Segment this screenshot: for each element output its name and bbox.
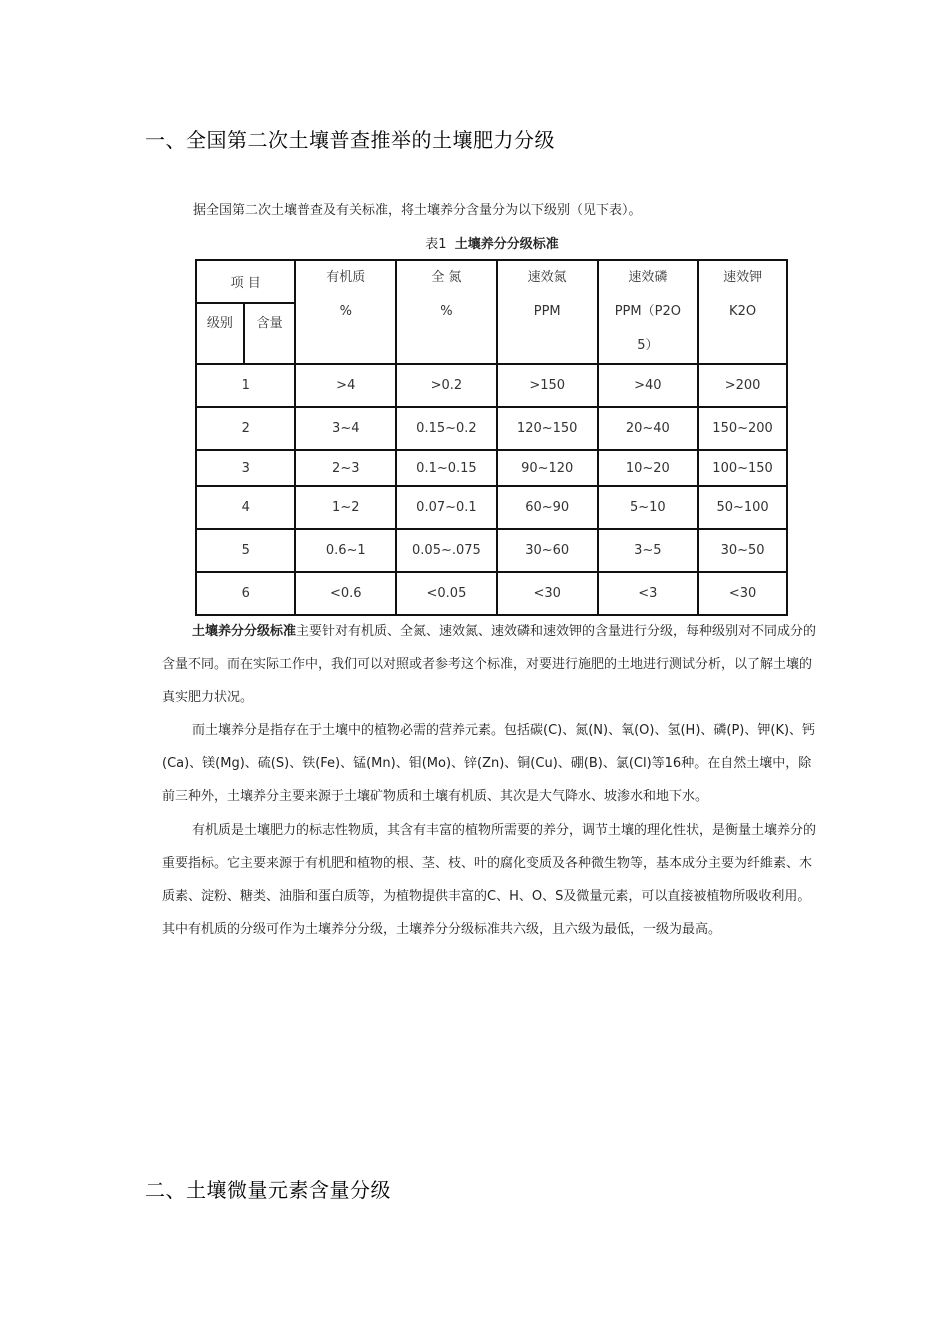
row-level: 6 [196, 572, 295, 615]
table-cell: 50~100 [698, 486, 787, 529]
table-cell: 0.05~.075 [396, 529, 497, 572]
table-cell: <30 [497, 572, 598, 615]
section2-title: 二、土壤微量元素含量分级 [145, 1178, 391, 1202]
col-header-unit-2: 5） [637, 338, 659, 353]
table-row [196, 572, 787, 615]
table-cell: 2~3 [295, 450, 396, 486]
col-header-avail-n [497, 260, 598, 364]
table-row [196, 450, 787, 486]
table-cell: 60~90 [497, 486, 598, 529]
corner-header-item: 项 目 [196, 260, 295, 303]
row-level: 5 [196, 529, 295, 572]
table-cell: 3~4 [295, 407, 396, 450]
col-header-unit: PPM（P2O [614, 304, 681, 319]
row-level: 4 [196, 486, 295, 529]
col-header-unit: % [339, 304, 352, 319]
table-cell: 0.07~0.1 [396, 486, 497, 529]
paragraph-1-lead: 土壤养分分级标准 [192, 624, 297, 639]
col-header-total-n [396, 260, 497, 364]
table-cell: <0.6 [295, 572, 396, 615]
col-header-unit: PPM [533, 304, 561, 319]
caption-prefix: 表1 [425, 237, 447, 252]
table-cell: 100~150 [698, 450, 787, 486]
col-header-avail-k [698, 260, 787, 364]
table-cell: >200 [698, 364, 787, 407]
intro-text: 据全国第二次土壤普查及有关标准，将土壤养分含量分为以下级别（见下表）。 [193, 203, 642, 218]
table-cell: <30 [698, 572, 787, 615]
table-cell: 30~50 [698, 529, 787, 572]
table-cell: 0.6~1 [295, 529, 396, 572]
table-cell: >0.2 [396, 364, 497, 407]
table-cell: <0.05 [396, 572, 497, 615]
col-header-unit: % [440, 304, 453, 319]
table-row [196, 486, 787, 529]
col-header-name: 全 氮 [431, 270, 462, 285]
table-cell: 90~120 [497, 450, 598, 486]
paragraph-2: 而土壤养分是指存在于土壤中的植物必需的营养元素。包括碳(C)、氮(N)、氧(O)、氢(H)、磷(P)、钾(K)、钙(Ca)、镁(Mg)、硫(S)、铁(Fe)、锰(Mn)、钼(Mo)、锌(Zn)、铜(Cu)、硼(B)、氯(Cl)等16种。在自然土壤中，除前三种外，土壤养分主要来源于土壤矿物质和土壤有机质、其次是大气降水、坡渗水和地下水。 [162, 723, 816, 804]
col-header-avail-p [598, 260, 699, 364]
table-cell: >4 [295, 364, 396, 407]
row-level: 3 [196, 450, 295, 486]
table-row [196, 529, 787, 572]
table-cell: 20~40 [598, 407, 699, 450]
col-header-organic [295, 260, 396, 364]
table-cell: 10~20 [598, 450, 699, 486]
caption-title: 土壤养分分级标准 [454, 237, 559, 252]
col-header-name: 速效磷 [628, 270, 668, 285]
col-header-unit: K2O [729, 304, 757, 319]
table-row [196, 407, 787, 450]
col-header-name: 速效氮 [527, 270, 567, 285]
table-cell: 3~5 [598, 529, 699, 572]
table-cell: 120~150 [497, 407, 598, 450]
section1-title: 一、全国第二次土壤普查推举的土壤肥力分级 [145, 128, 555, 152]
corner-header-content: 含量 [244, 303, 296, 364]
corner-header-level: 级别 [196, 303, 244, 364]
table-cell: >40 [598, 364, 699, 407]
table-cell: 0.1~0.15 [396, 450, 497, 486]
col-header-name: 速效钾 [723, 270, 763, 285]
row-level: 2 [196, 407, 295, 450]
paragraph-3: 有机质是土壤肥力的标志性物质，其含有丰富的植物所需要的养分，调节土壤的理化性状，是衡量土壤养分的重要指标。它主要来源于有机肥和植物的根、茎、枝、叶的腐化变质及各种微生物等，基本成分主要为纤維素、木质素、淀粉、糖类、油脂和蛋白质等，为植物提供丰富的C、H、O、S及微量元素，可以直接被植物所吸收利用。其中有机质的分级可作为土壤养分分级，土壤养分分级标准共六级，且六级为最低，一级为最高。 [162, 823, 817, 937]
table-row [196, 364, 787, 407]
paragraph-1 [162, 615, 822, 714]
table-cell: 30~60 [497, 529, 598, 572]
table-cell: 0.15~0.2 [396, 407, 497, 450]
row-level: 1 [196, 364, 295, 407]
table-cell: <3 [598, 572, 699, 615]
table-cell: >150 [497, 364, 598, 407]
soil-nutrient-table [195, 259, 788, 616]
col-header-name: 有机质 [326, 270, 366, 285]
table-cell: 150~200 [698, 407, 787, 450]
table-caption [0, 233, 950, 252]
paragraph-1-body: 主要针对有机质、全氮、速效氮、速效磷和速效钾的含量进行分级，每种级别对不同成分的含量不同。而在实际工作中，我们可以对照或者参考这个标准，对要进行施肥的土地进行测试分析，以了解土壤的真实肥力状况。 [162, 624, 817, 705]
table-cell: 5~10 [598, 486, 699, 529]
table-cell: 1~2 [295, 486, 396, 529]
